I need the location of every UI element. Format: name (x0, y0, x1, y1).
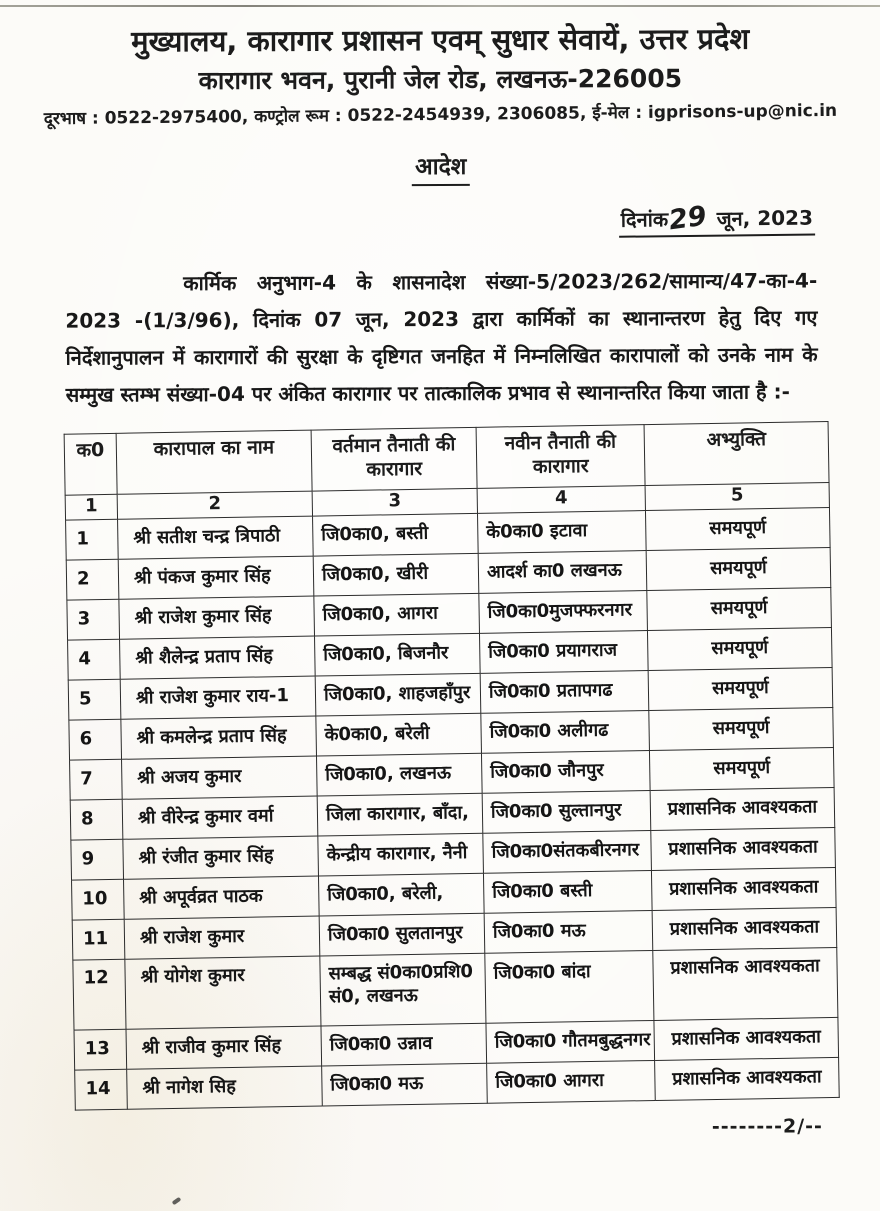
letterhead (0, 0, 880, 129)
header-remarks: अभ्युक्ति (644, 422, 829, 486)
column-number: 1 (65, 494, 117, 520)
table-cell: 12 (73, 959, 126, 1030)
table-cell: श्री सतीश चन्द्र त्रिपाठी (118, 516, 314, 559)
table-cell: जि0का0 बांदा (485, 950, 654, 1023)
table-cell: 3 (67, 599, 120, 640)
date-label: दिनांक (620, 207, 669, 232)
table-cell: श्री कमलेन्द्र प्रताप सिंह (121, 716, 317, 759)
table-cell: प्रशासनिक आवश्यकता (654, 1017, 839, 1060)
table-cell: प्रशासनिक आवश्यकता (650, 787, 835, 830)
table-cell: प्रशासनिक आवश्यकता (655, 1057, 840, 1100)
date-rest: जून, 2023 (716, 205, 814, 231)
column-number: 3 (312, 488, 477, 516)
table-cell: 1 (66, 519, 119, 560)
table-cell: 11 (72, 919, 125, 960)
table-cell: जि0का0 आगरा (487, 1060, 656, 1103)
table-cell: 4 (68, 639, 121, 680)
column-number: 2 (117, 491, 312, 519)
table-cell: प्रशासनिक आवश्यकता (651, 867, 836, 910)
table-cell: जि0का0 मऊ (322, 1063, 488, 1106)
table-cell: 8 (70, 799, 123, 840)
header-name: कारापाल का नाम (116, 430, 312, 494)
org-contact: दूरभाष : 0522-2975400, कण्ट्रोल रूम : 0522-2454939, 2306085, ई-मेल : igprisons-up@nic.in (43, 100, 838, 130)
table-cell: समयपूर्ण (649, 747, 834, 790)
table-cell: आदर्श का0 लखनऊ (478, 551, 647, 594)
table-cell: जि0का0 बस्ती (483, 871, 652, 914)
table-cell: 6 (69, 719, 122, 760)
table-cell: श्री वीरेन्द्र कुमार वर्मा (122, 796, 318, 839)
table-cell: जि0का0, बिजनौर (315, 633, 481, 676)
header-new-posting: नवीन तैनाती की कारागार (476, 425, 645, 489)
header-serial: क0 (64, 433, 117, 495)
column-number: 4 (477, 486, 645, 514)
table-cell: समयपूर्ण (646, 548, 831, 591)
table-cell: श्री राजेश कुमार सिंह (119, 596, 315, 639)
order-title: आदेश (412, 149, 470, 186)
table-cell: जि0का0 सुलतानपुर (319, 913, 485, 956)
table-cell: श्री रंजीत कुमार सिंह (123, 836, 319, 879)
page-marker: --------2/-- (711, 1115, 823, 1138)
date-underline (619, 200, 816, 238)
order-title-wrap (1, 147, 880, 188)
table-cell: श्री शैलेन्द्र प्रताप सिंह (120, 636, 316, 679)
table-cell: 7 (70, 759, 123, 800)
table-cell: जि0का0 उन्नाव (321, 1023, 487, 1066)
column-number: 5 (645, 483, 829, 511)
transfer-table-body (66, 508, 840, 1111)
table-cell: 5 (68, 679, 121, 720)
table-cell: समयपूर्ण (649, 707, 834, 750)
table-cell: श्री राजेश कुमार (124, 916, 320, 959)
transfer-table (64, 421, 840, 1111)
table-cell: प्रशासनिक आवश्यकता (651, 827, 836, 870)
table-cell: जि0का0 सुल्तानपुर (482, 791, 651, 834)
date-line (1, 200, 815, 245)
table-cell: जि0का0, बरेली, (318, 873, 484, 916)
table-cell: श्री राजेश कुमार राय-1 (120, 676, 316, 719)
table-cell: प्रशासनिक आवश्यकता (653, 947, 838, 1020)
table-cell: जि0का0 अलीगढ (481, 711, 650, 754)
table-cell: समयपूर्ण (645, 508, 830, 551)
table-cell: जि0का0, बस्ती (313, 513, 479, 556)
table-cell: समयपूर्ण (647, 587, 832, 630)
table-cell: के0का0, बरेली (316, 713, 482, 756)
table-cell: जि0का0 जौनपुर (481, 751, 650, 794)
table-cell: के0का0 इटावा (477, 511, 646, 554)
table-cell: जि0का0, लखनऊ (316, 753, 482, 796)
table-cell: जि0का0 प्रतापगढ (480, 671, 649, 714)
table-cell: 10 (72, 879, 125, 920)
table-cell: जि0का0 गौतमबुद्धनगर (486, 1020, 655, 1063)
table-cell: श्री अजय कुमार (122, 756, 318, 799)
transfer-table-wrap (64, 421, 839, 1111)
date-day-handwritten: 29 (667, 200, 709, 237)
table-cell: समयपूर्ण (648, 667, 833, 710)
table-cell: 2 (66, 559, 119, 600)
table-cell: समयपूर्ण (647, 627, 832, 670)
table-cell: जि0का0मुजफ्फरनगर (479, 591, 648, 634)
table-cell: 9 (71, 839, 124, 880)
table-cell: प्रशासनिक आवश्यकता (652, 907, 837, 950)
table-cell: जि0का0 मऊ (484, 911, 653, 954)
table-cell: श्री नागेश सिह (127, 1066, 323, 1109)
scan-speck-artifact (172, 1197, 182, 1205)
table-cell: जि0का0, शाहजहाँपुर (315, 673, 481, 716)
table-cell: 14 (75, 1069, 128, 1110)
table-cell: जि0का0संतकबीरनगर (483, 831, 652, 874)
table-cell: श्री अपूर्वव्रत पाठक (124, 876, 320, 919)
table-row (73, 947, 838, 1030)
table-cell: जि0का0, आगरा (314, 593, 480, 636)
header-current-posting: वर्तमान तैनाती की कारागार (311, 427, 477, 491)
table-cell: जिला कारागार, बाँदा, (317, 793, 483, 836)
transfer-table-head (64, 422, 829, 521)
table-cell: श्री योगेश कुमार (125, 956, 321, 1029)
order-body-paragraph: कार्मिक अनुभाग-4 के शासनादेश संख्या-5/2023/262/सामान्य/47-का-4-2023 -(1/3/96), दिनांक 07 जून, 2023 द्वारा कार्मिकों का स्थानान्तरण हेतु दिए गए निर्देशानुपालन में कारागारों की सुरक्षा के दृष्टिगत जनहित में निम्नलिखित कारापालों को उनके नाम के सम्मुख स्तम्भ संख्या-04 पर अंकित कारागार पर तात्कालिक प्रभाव से स्थानान्तरित किया जाता है :- (65, 268, 818, 407)
table-cell: सम्बद्ध सं0का0प्रशि0 सं0, लखनऊ (320, 953, 486, 1026)
org-address: कारागार भवन, पुरानी जेल रोड, लखनऊ-226005 (198, 63, 683, 96)
table-cell: 13 (74, 1029, 127, 1070)
org-title: मुख्यालय, कारागार प्रशासन एवम् सुधार सेवायें, उत्तर प्रदेश (131, 21, 750, 59)
table-cell: जि0का0, खीरी (313, 553, 479, 596)
table-cell: श्री राजीव कुमार सिंह (126, 1026, 322, 1069)
table-cell: जि0का0 प्रयागराज (479, 631, 648, 674)
table-cell: केन्द्रीय कारागार, नैनी (318, 833, 484, 876)
table-cell: श्री पंकज कुमार सिंह (118, 556, 314, 599)
